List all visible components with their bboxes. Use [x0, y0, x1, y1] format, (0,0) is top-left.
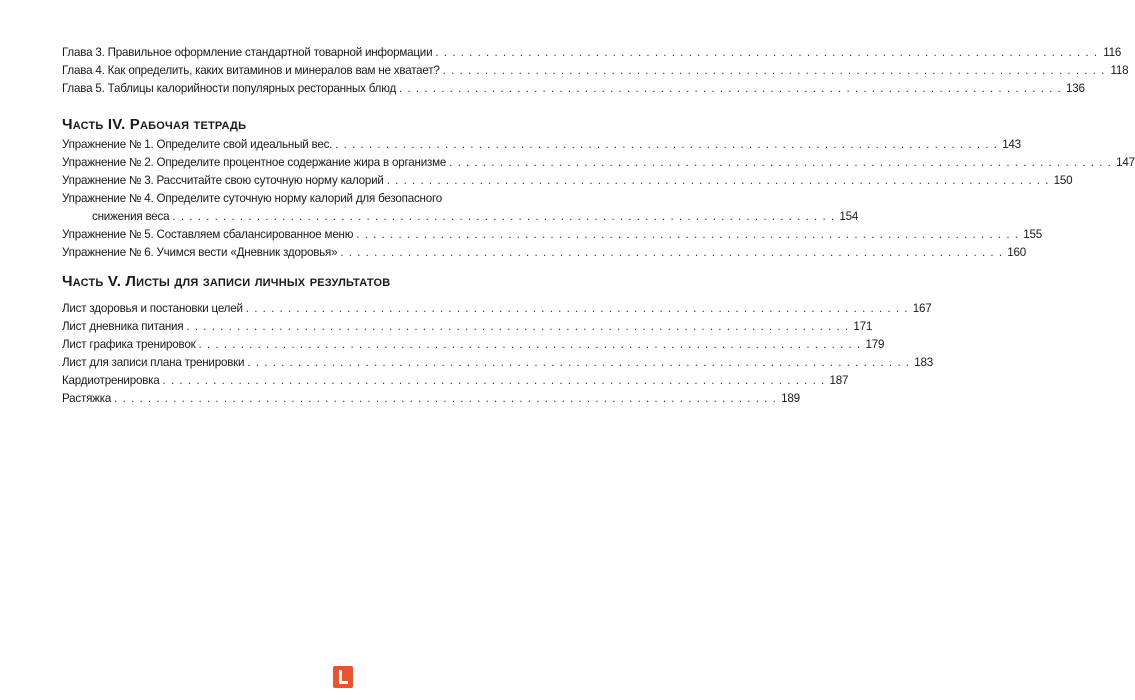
toc-entry-label: Упражнение № 5. Составляем сбалансированное меню [62, 228, 354, 241]
toc-entry-label: Глава 3. Правильное оформление стандартной товарной информации [62, 46, 433, 59]
toc-entry-continuation [62, 208, 859, 226]
toc-entry-label: Растяжка [62, 392, 112, 405]
part-4-title: Часть IV. Рабочая тетрадь [62, 116, 247, 133]
publisher-logo-icon [333, 666, 353, 688]
toc-entry-page: 147 [1116, 156, 1135, 169]
toc-entry-label: Лист здоровья и постановки целей [62, 302, 243, 315]
toc-entry-page: 143 [1002, 138, 1021, 151]
toc-entry [62, 136, 1021, 154]
leader-dots [172, 208, 835, 226]
toc-entry-label: Упражнение № 2. Определите процентное содержание жира в организме [62, 156, 447, 169]
toc-entry-page: 160 [1007, 246, 1027, 259]
toc-entry [62, 372, 849, 390]
leader-dots [399, 80, 1062, 98]
leader-dots [114, 390, 777, 408]
toc-entry-page: 183 [914, 356, 934, 369]
toc-entry [62, 244, 1027, 262]
toc-entry-label: снижения веса [92, 210, 170, 223]
leader-dots [198, 336, 861, 354]
leader-dots [449, 154, 1112, 172]
toc-entry-label: Лист графика тренировок [62, 338, 196, 351]
toc-entry [62, 80, 1085, 98]
toc-entry-page: 116 [1103, 46, 1122, 59]
toc-entry-label: Упражнение № 1. Определите свой идеальный вес. [62, 138, 333, 151]
leader-dots [163, 372, 826, 390]
toc-entry-label: Упражнение № 4. Определите суточную норму калорий для безопасного [62, 192, 443, 205]
leader-dots [435, 44, 1098, 62]
toc-entry-page: 187 [829, 374, 849, 387]
toc-entry [62, 226, 1042, 244]
toc-entry [62, 300, 932, 318]
toc-entry [62, 62, 1129, 80]
toc-entry-page: 118 [1110, 64, 1129, 77]
toc-entry-label: Кардиотренировка [62, 374, 160, 387]
toc-entry-label: Лист дневника питания [62, 320, 184, 333]
toc-entry [62, 390, 800, 408]
toc-entry-page: 167 [912, 302, 932, 315]
part-4-list [62, 136, 1135, 262]
toc-entry [62, 154, 1135, 172]
leader-dots [186, 318, 849, 336]
leader-dots [246, 300, 909, 318]
toc-entry-label: Глава 4. Как определить, каких витаминов и минералов вам не хватает? [62, 64, 440, 77]
toc-entry [62, 44, 1122, 62]
part-5-title: Часть V. Листы для записи личных результатов [62, 273, 391, 290]
leader-dots [247, 354, 910, 372]
toc-entry-page: 154 [839, 210, 859, 223]
toc-entry-page: 150 [1053, 174, 1073, 187]
toc-entry-page: 189 [781, 392, 800, 405]
toc-entry-page: 155 [1023, 228, 1042, 241]
toc-entry [62, 354, 934, 372]
toc-entry [62, 318, 873, 336]
toc-entry-page: 179 [865, 338, 885, 351]
toc-entry-page: 171 [853, 320, 873, 333]
toc-entry [62, 190, 443, 208]
toc-entry-label: Упражнение № 6. Учимся вести «Дневник здоровья» [62, 246, 338, 259]
leader-dots [340, 244, 1003, 262]
leader-dots [387, 172, 1050, 190]
toc-entry-label: Лист для записи плана тренировки [62, 356, 245, 369]
toc-entry-page: 136 [1066, 82, 1085, 95]
toc-entry [62, 336, 885, 354]
leader-dots [335, 136, 998, 154]
toc-entry [62, 172, 1073, 190]
toc-entry-label: Упражнение № 3. Рассчитайте свою суточную норму калорий [62, 174, 384, 187]
toc-entry-label: Глава 5. Таблицы калорийности популярных ресторанных блюд [62, 82, 397, 95]
chapter-list [62, 44, 1129, 98]
leader-dots [443, 62, 1106, 80]
leader-dots [356, 226, 1019, 244]
part-5-list [62, 300, 934, 408]
